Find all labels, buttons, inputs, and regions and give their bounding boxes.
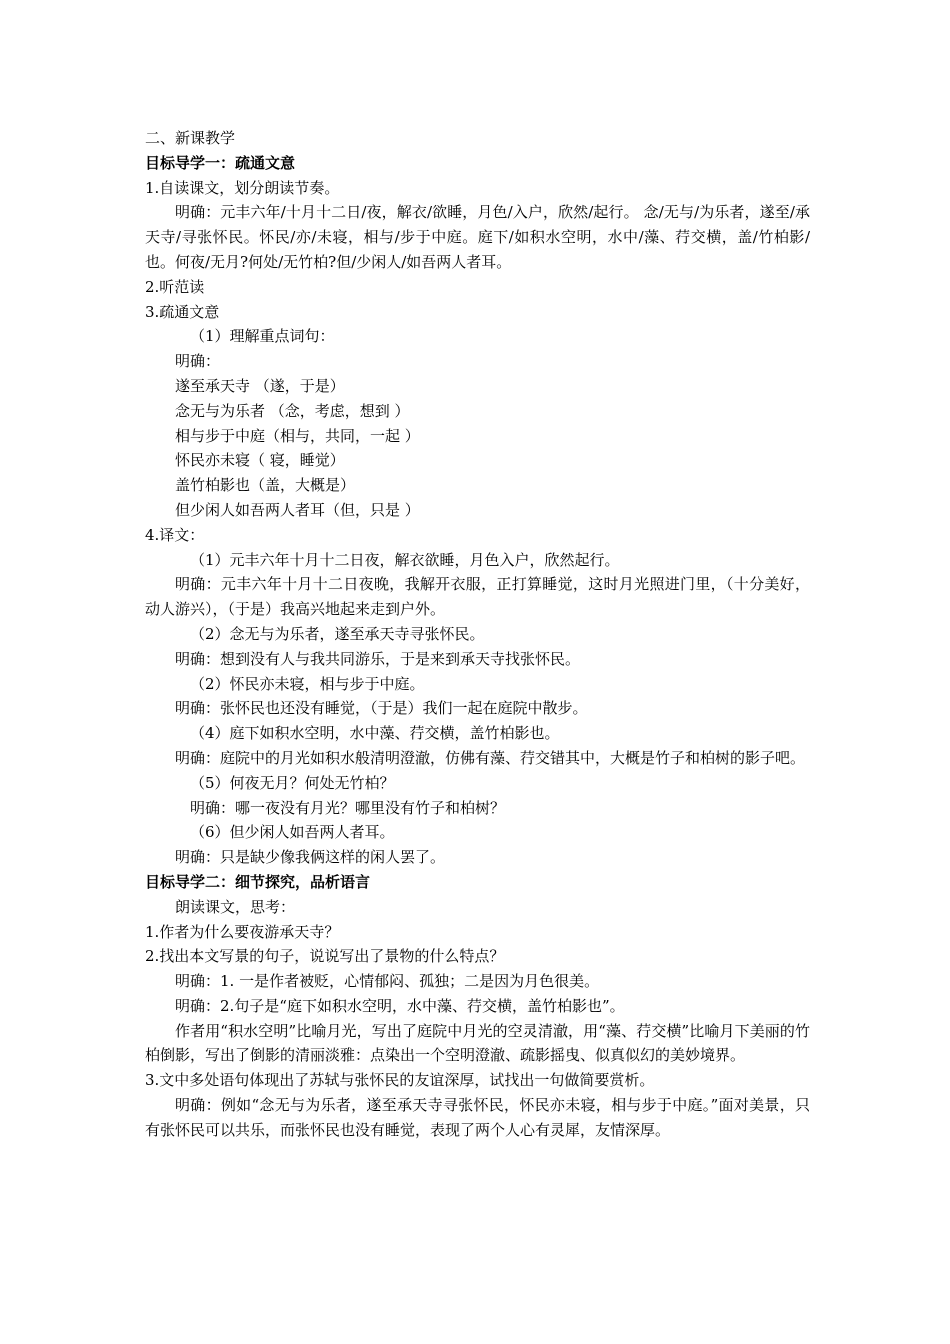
text-paragraph: 念无与为乐者 （念，考虑，想到 ） — [175, 401, 410, 420]
text-paragraph: 朗读课文，思考： — [175, 897, 296, 916]
text-paragraph: 明确：哪一夜没有月光？哪里没有竹子和柏树？ — [190, 798, 506, 817]
text-paragraph: 明确： — [175, 352, 221, 371]
text-paragraph: 作者用“积水空明”比喻月光，写出了庭院中月光的空灵清澈，用“藻、荇交横”比喻月下美丽的竹柏倒影，写出了倒影的清丽淡雅：点染出一个空明澄澈、疏影摇曳、似真似幻的美妙境界。 — [145, 1021, 810, 1065]
text-paragraph: （1）元丰六年十月十二日夜，解衣欲睡，月色入户，欣然起行。 — [190, 550, 620, 569]
section-heading: 目标导学二：细节探究，品析语言 — [145, 872, 371, 891]
text-paragraph: （2）怀民亦未寝，相与步于中庭。 — [190, 674, 425, 693]
text-paragraph: 明确：2.句子是“庭下如积水空明，水中藻、荇交横，盖竹柏影也”。 — [175, 996, 625, 1015]
text-paragraph: 明确：张怀民也还没有睡觉，（于是）我们一起在庭院中散步。 — [175, 699, 588, 718]
text-paragraph: 3.文中多处语句体现出了苏轼与张怀民的友谊深厚，试找出一句做简要赏析。 — [145, 1071, 655, 1090]
document-body — [145, 126, 810, 1143]
text-paragraph: 1.自读课文，划分朗读节奏。 — [145, 178, 340, 197]
text-paragraph: 二、新课教学 — [145, 129, 236, 147]
text-paragraph: 明确：想到没有人与我共同游乐，于是来到承天寺找张怀民。 — [175, 649, 581, 668]
section-heading: 目标导学一：疏通文意 — [145, 153, 296, 172]
text-paragraph: 3.疏通文意 — [145, 302, 220, 321]
text-paragraph: 2.听范读 — [145, 277, 205, 296]
text-paragraph: 盖竹柏影也（盖，大概是） — [175, 476, 356, 495]
text-paragraph: 遂至承天寺 （遂，于是） — [175, 376, 345, 395]
text-paragraph: 明确：例如“念无与为乐者，遂至承天寺寻张怀民，怀民亦未寝，相与步于中庭。”面对美景，只有张怀民可以共乐，而张怀民也没有睡觉，表现了两个人心有灵犀，友情深厚。 — [145, 1096, 810, 1139]
text-paragraph: （1）理解重点词句： — [190, 327, 335, 346]
text-paragraph: 怀民亦未寝（ 寝，睡觉） — [175, 451, 345, 470]
text-paragraph: 但少闲人如吾两人者耳（但，只是 ） — [175, 500, 420, 519]
text-paragraph: 2.找出本文写景的句子，说说写出了景物的什么特点？ — [145, 947, 505, 966]
text-paragraph: 明确：1. 一是作者被贬，心情郁闷、孤独；二是因为月色很美。 — [175, 972, 600, 991]
text-paragraph: 明确：元丰六年十月十二日夜晚，我解开衣服，正打算睡觉，这时月光照进门里，（十分美好，动人游兴），（于是）我高兴地起来走到户外。 — [145, 575, 810, 619]
text-paragraph: （2）念无与为乐者，遂至承天寺寻张怀民。 — [190, 624, 485, 643]
text-paragraph: 1.作者为什么要夜游承天寺？ — [145, 922, 340, 941]
text-paragraph: （5）何夜无月？何处无竹柏？ — [190, 773, 395, 792]
text-paragraph: 明确：只是缺少像我俩这样的闲人罢了。 — [175, 848, 446, 867]
text-paragraph: 4.译文： — [145, 525, 205, 544]
text-paragraph: （6）但少闲人如吾两人者耳。 — [190, 823, 395, 842]
text-paragraph: 相与步于中庭（相与，共同，一起 ） — [175, 426, 420, 445]
text-paragraph: 明确：庭院中的月光如积水般清明澄澈，仿佛有藻、荇交错其中，大概是竹子和柏树的影子吧。 — [175, 748, 806, 767]
text-paragraph: （4）庭下如积水空明，水中藻、荇交横，盖竹柏影也。 — [190, 724, 560, 743]
text-paragraph: 明确：元丰六年/十月十二日/夜，解衣/欲睡，月色/入户，欣然/起行。 念/无与/为乐者，遂至/承天寺/寻张怀民。怀民/亦/未寝，相与/步于中庭。庭下/如积水空明，水中/藻、荇交横，盖/竹柏影/也。何夜/无月?何处/无竹柏?但/少闲人/如吾两人者耳。 — [145, 203, 810, 271]
